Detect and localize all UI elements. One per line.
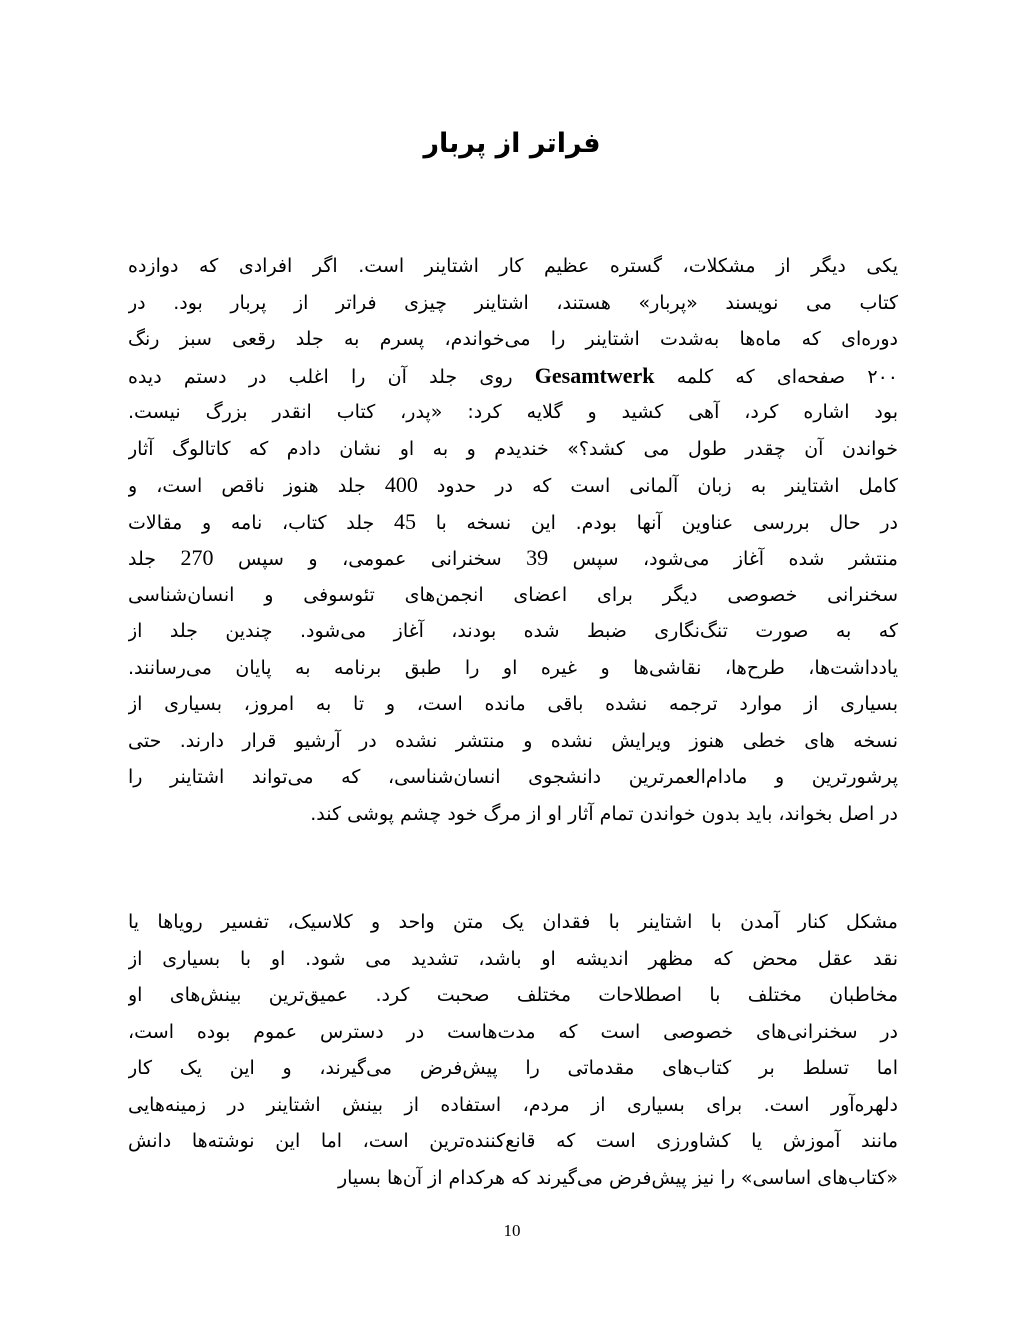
text-line: مانند آموزش یا کشاورزی است که قانع‌کننده‌ترین است، اما این نوشته‌ها دانش <box>128 1130 898 1152</box>
paragraph-2 <box>128 904 898 1196</box>
text-line: دوره‌ای که ماه‌ها به‌شدت اشتاینر را می‌خواندم، پسرم به جلد رقعی سبز رنگ <box>128 328 898 350</box>
text-line <box>128 540 898 577</box>
text-line: بود اشاره کرد، آهی کشید و گلایه کرد: «پدر، کتاب انقدر بزرگ نیست. <box>128 401 898 423</box>
text-line: خواندن آن چقدر طول می کشد؟» خندیدم و به او نشان دادم که کاتالوگ آثار <box>128 437 898 460</box>
text-line: یادداشت‌ها، طرح‌ها، نقاشی‌ها و غیره او را طبق برنامه به پایان می‌رسانند. <box>128 656 898 679</box>
number-value: 45 <box>394 508 416 534</box>
text-line: در اصل بخواند، باید بدون خواندن تمام آثار او از مرگ خود چشم پوشی کند. <box>310 802 898 825</box>
page-number: 10 <box>503 1221 521 1240</box>
text-segment: در حال بررسی عناوین آنها بودم. این نسخه با <box>416 511 898 534</box>
text-segment: جلد کتاب، نامه و مقالات <box>128 511 394 534</box>
text-line <box>128 467 898 504</box>
text-line: در سخنرانی‌های خصوصی است که مدت‌هاست در دسترس عموم بوده است، <box>128 1020 898 1043</box>
text-segment: منتشر شده آغاز می‌شود، سپس <box>548 548 898 570</box>
text-line: سخنرانی خصوصی دیگر برای اعضای انجمن‌های تئوسوفی و انسان‌شناسی <box>128 583 898 606</box>
text-segment: سخنرانی عمومی، و سپس <box>213 548 527 570</box>
text-line: دلهره‌آور است. برای بسیاری از مردم، استفاده از بینش اشتاینر در زمینه‌هایی <box>128 1093 898 1116</box>
text-line: پرشورترین و مادام‌العمرترین دانشجوی انسان‌شناسی، که می‌تواند اشتاینر را <box>128 766 898 788</box>
text-line <box>128 358 898 395</box>
text-line: که به صورت تنگ‌نگاری ضبط شده بودند، آغاز می‌شود. چندین جلد از <box>128 620 898 642</box>
number-value: 270 <box>180 545 214 570</box>
text-line: کتاب می نویسند «پربار» هستند، اشتاینر چیزی فراتر از پربار بود. در <box>128 291 898 314</box>
emphasized-term: Gesamtwerk <box>534 362 655 388</box>
number-value: 39 <box>526 545 549 570</box>
text-line: نقد عقل محض که مظهر اندیشه او باشد، تشدید می شود. او با بسیاری از <box>128 947 898 970</box>
text-segment: روی جلد آن را اغلب در دستم دیده <box>128 365 535 388</box>
text-segment: کامل اشتاینر به زبان آلمانی است که در حدود <box>417 475 898 497</box>
text-segment: جلد هنوز ناقص است، و <box>128 475 385 497</box>
text-line: نسخه های خطی هنوز ویرایش نشده و منتشر نشده در آرشیو قرار دارند. حتی <box>128 729 898 752</box>
text-line: «کتاب‌های اساسی» را نیز پیش‌فرض می‌گیرند که هرکدام از آن‌ها بسیار <box>337 1166 898 1189</box>
page-title: فراتر از پربار <box>423 128 601 159</box>
text-line: مشکل کنار آمدن با اشتاینر با فقدان یک متن واحد و کلاسیک، تفسیر رویاها یا <box>128 911 898 933</box>
text-segment: جلد <box>128 548 181 570</box>
paragraph-1 <box>128 248 898 832</box>
text-segment: ۲۰۰ صفحه‌ای که کلمه <box>654 365 898 388</box>
text-line: یکی دیگر از مشکلات، گستره عظیم کار اشتاینر است. اگر افرادی که دوازده <box>128 255 898 277</box>
text-line <box>128 504 898 541</box>
text-line: بسیاری از موارد ترجمه نشده باقی مانده است، و تا به امروز، بسیاری از <box>128 693 898 715</box>
text-line: اما تسلط بر کتاب‌های مقدماتی را پیش‌فرض می‌گیرند، و این یک کار <box>128 1057 898 1079</box>
text-line: مخاطبان مختلف با اصطلاحات مختلف صحبت کرد. عمیق‌ترین بینش‌های او <box>128 984 898 1006</box>
number-value: 400 <box>384 472 418 497</box>
